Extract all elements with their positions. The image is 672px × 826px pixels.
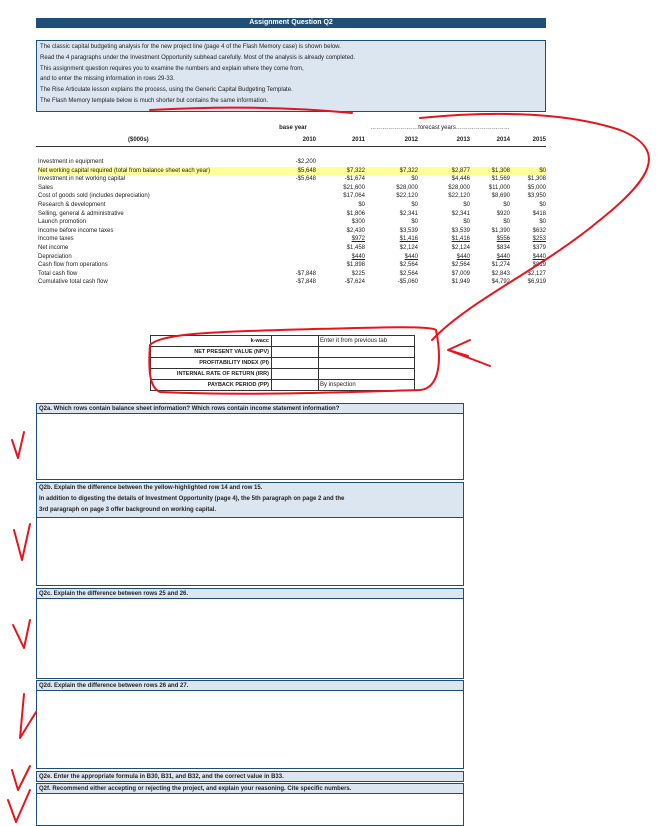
intro-line: This assignment question requires you to examine the numbers and explain where they come from,	[40, 65, 304, 72]
answer-box-q2f[interactable]	[36, 794, 464, 826]
table-cell: $0	[539, 202, 546, 208]
table-cell: $5,000	[527, 184, 546, 191]
table-cell: $1,416	[451, 236, 470, 243]
table-cell: $1,898	[346, 262, 365, 269]
table-cell: $2,564	[451, 262, 470, 269]
year-header: 2013	[456, 137, 470, 143]
table-cell: $7,322	[346, 167, 365, 174]
table-cell: $2,430	[346, 227, 365, 234]
arrowhead-annotation	[448, 340, 490, 366]
table-cell: $4,446	[451, 176, 470, 183]
table-cell: $819	[532, 262, 546, 269]
row-label: Depreciation	[38, 253, 72, 260]
question-q2f: Q2f. Recommend either accepting or rejecting the project, and explain your reasoning. Cite specific numbers.	[36, 783, 464, 794]
table-cell: $2,564	[399, 262, 418, 269]
table-cell: $834	[496, 245, 510, 251]
table-cell: -$5,648	[295, 176, 316, 183]
table-cell: $1,274	[491, 262, 510, 269]
metric-note: By inspection	[320, 382, 356, 388]
table-cell: $0	[539, 219, 546, 226]
metrics-table	[150, 335, 415, 391]
table-cell: $0	[503, 219, 510, 226]
table-cell: $2,843	[491, 270, 510, 277]
checkmark-annotation	[13, 620, 30, 648]
year-header: 2011	[351, 137, 365, 143]
table-cell: $1,458	[346, 245, 365, 251]
table-cell: $6,919	[527, 279, 546, 286]
year-header: 2012	[404, 137, 418, 143]
table-cell: $17,064	[343, 193, 365, 200]
header-divider	[36, 146, 546, 147]
row-label: Selling, general & administrative	[38, 210, 124, 217]
answer-box-q2c[interactable]	[36, 599, 464, 679]
table-cell: $28,000	[448, 184, 470, 191]
question-line: 3rd paragraph on page 3 offer background on working capital.	[39, 507, 217, 513]
table-cell: $22,120	[448, 193, 470, 200]
question-q2a: Q2a. Which rows contain balance sheet information? Which rows contain income statement information?	[36, 403, 464, 414]
forecast-label: ……………………forecast years………………………	[370, 125, 510, 131]
table-cell: $0	[358, 202, 365, 208]
metric-note	[317, 369, 414, 379]
table-cell: -$2,200	[295, 159, 316, 165]
metric-label: INTERNAL RATE OF RETURN (IRR)	[176, 371, 269, 377]
metric-value-cell[interactable]	[271, 347, 319, 357]
row-label: Launch promotion	[38, 219, 87, 226]
table-cell: $2,341	[451, 210, 470, 217]
table-cell: $418	[532, 210, 546, 217]
metric-value-cell[interactable]	[271, 369, 319, 379]
table-cell: $7,009	[451, 270, 470, 277]
question-line: Q2b. Explain the difference between the yellow-highlighted row 14 and row 15.	[39, 485, 263, 491]
table-cell: $3,950	[527, 193, 546, 200]
table-cell: $8,690	[491, 193, 510, 200]
checkmark-annotation	[14, 524, 30, 560]
table-cell: $379	[532, 245, 546, 251]
question-q2b	[36, 482, 464, 518]
table-cell: $440	[496, 253, 510, 260]
table-cell: $440	[532, 253, 546, 260]
metric-row	[151, 347, 414, 358]
table-cell: $0	[463, 202, 470, 208]
table-cell: -$7,624	[344, 279, 365, 286]
table-cell: $1,308	[491, 167, 510, 174]
metric-label: NET PRESENT VALUE (NPV)	[194, 349, 269, 355]
question-q2e: Q2e. Enter the appropriate formula in B30, B31, and B32, and the correct value in B33.	[36, 771, 464, 782]
checkmark-annotation	[12, 432, 24, 458]
checkmark-annotation	[8, 790, 30, 822]
metric-note	[317, 347, 414, 357]
table-cell: -$5,060	[397, 279, 418, 286]
table-cell: $7,322	[399, 167, 418, 174]
table-cell: $1,806	[346, 210, 365, 217]
year-header: 2010	[302, 137, 316, 143]
table-cell: $1,416	[399, 236, 418, 243]
answer-box-q2a[interactable]	[36, 414, 464, 480]
table-cell: $3,539	[399, 227, 418, 234]
metric-label: PROFITABILITY INDEX (PI)	[199, 360, 269, 366]
table-cell: $440	[404, 253, 418, 260]
question-q2c: Q2c. Explain the difference between rows 25 and 26.	[36, 588, 464, 599]
row-label: Research & development	[38, 202, 106, 208]
row-label: Sales	[38, 184, 54, 191]
metric-value-cell[interactable]	[271, 380, 319, 391]
question-line: In addition to digesting the details of Investment Opportunity (page 4), the 5th paragraph on page 2 and the	[39, 496, 345, 502]
answer-box-q2b[interactable]	[36, 518, 464, 586]
table-cell: $0	[463, 219, 470, 226]
table-cell: $225	[351, 270, 365, 277]
metric-row	[151, 380, 414, 391]
checkmark-annotation	[20, 694, 36, 738]
metric-row	[151, 336, 414, 347]
table-cell: $253	[532, 236, 546, 243]
year-header: 2015	[532, 137, 546, 143]
intro-line: and to enter the missing information in rows 29-33.	[40, 76, 175, 83]
intro-panel	[36, 40, 546, 112]
row-label: Cash flow from operations	[38, 262, 108, 269]
row-label: Investment in equipment	[38, 159, 104, 165]
metric-value-cell[interactable]	[271, 336, 319, 346]
question-q2d: Q2d. Explain the difference between rows 26 and 27.	[36, 680, 464, 691]
table-cell: $3,539	[451, 227, 470, 234]
table-cell: $1,569	[491, 176, 510, 183]
metric-label: k-wacc	[250, 338, 269, 344]
table-cell: $0	[411, 219, 418, 226]
table-cell: -$7,848	[295, 270, 316, 277]
metric-row	[151, 369, 414, 380]
row-label: Net income	[38, 245, 69, 251]
table-cell: $632	[532, 227, 546, 234]
table-cell: $2,124	[451, 245, 470, 251]
row-label: Income taxes	[38, 236, 74, 243]
table-cell: $1,308	[527, 176, 546, 183]
checkmark-annotation	[12, 766, 30, 790]
row-label: Net working capital required (total from balance sheet each year)	[38, 167, 211, 174]
table-cell: $28,000	[396, 184, 418, 191]
table-cell: $1,949	[451, 279, 470, 286]
metric-note: Enter it from previous tab	[320, 338, 388, 344]
table-cell: $0	[411, 176, 418, 183]
base-year-label: base year	[279, 125, 307, 131]
intro-line: The Rise Articulate lesson explains the process, using the Generic Capital Budgeting Template.	[40, 87, 293, 94]
table-cell: $22,120	[396, 193, 418, 200]
metric-label: PAYBACK PERIOD (PP)	[207, 382, 269, 388]
table-cell: $972	[351, 236, 365, 243]
answer-box-q2d[interactable]	[36, 691, 464, 769]
table-cell: $2,341	[399, 210, 418, 217]
metric-value-cell[interactable]	[271, 358, 319, 368]
row-label: Income before income taxes	[38, 227, 114, 234]
table-cell: $0	[503, 202, 510, 208]
intro-line: The Flash Memory template below is much shorter but contains the same information.	[40, 97, 269, 104]
table-cell: $2,564	[399, 270, 418, 277]
row-label: Cost of goods sold (includes depreciation)	[38, 193, 150, 200]
metric-note	[317, 358, 414, 368]
row-label: Investment in net working capital	[38, 176, 126, 183]
row-label: Cumulative total cash flow	[38, 279, 108, 286]
row-label: Total cash flow	[38, 270, 78, 277]
table-cell: $5,648	[297, 167, 316, 174]
table-cell: $440	[351, 253, 365, 260]
intro-line: Read the 4 paragraphs under the Investment Opportunity subhead carefully. Most of the analysis is already completed.	[40, 54, 356, 61]
table-cell: -$1,674	[344, 176, 365, 183]
table-cell: $4,792	[491, 279, 510, 286]
table-cell: $11,000	[488, 184, 510, 191]
units-label: ($000s)	[128, 137, 149, 143]
table-cell: $300	[351, 219, 365, 226]
table-cell: $2,127	[527, 270, 546, 277]
intro-line: The classic capital budgeting analysis for the new project line (page 4 of the Flash Memory case) is shown below.	[40, 44, 341, 50]
table-cell: -$7,848	[295, 279, 316, 286]
table-cell: $2,124	[399, 245, 418, 251]
table-cell: $1,390	[491, 227, 510, 234]
table-cell: $556	[496, 236, 510, 243]
assignment-title: Assignment Question Q2	[36, 18, 546, 28]
metric-row	[151, 358, 414, 369]
table-cell: $2,877	[451, 167, 470, 174]
table-cell: $0	[539, 167, 546, 174]
year-header: 2014	[496, 137, 510, 143]
table-cell: $440	[456, 253, 470, 260]
table-cell: $920	[496, 210, 510, 217]
table-cell: $21,600	[343, 184, 365, 191]
table-cell: $0	[411, 202, 418, 208]
